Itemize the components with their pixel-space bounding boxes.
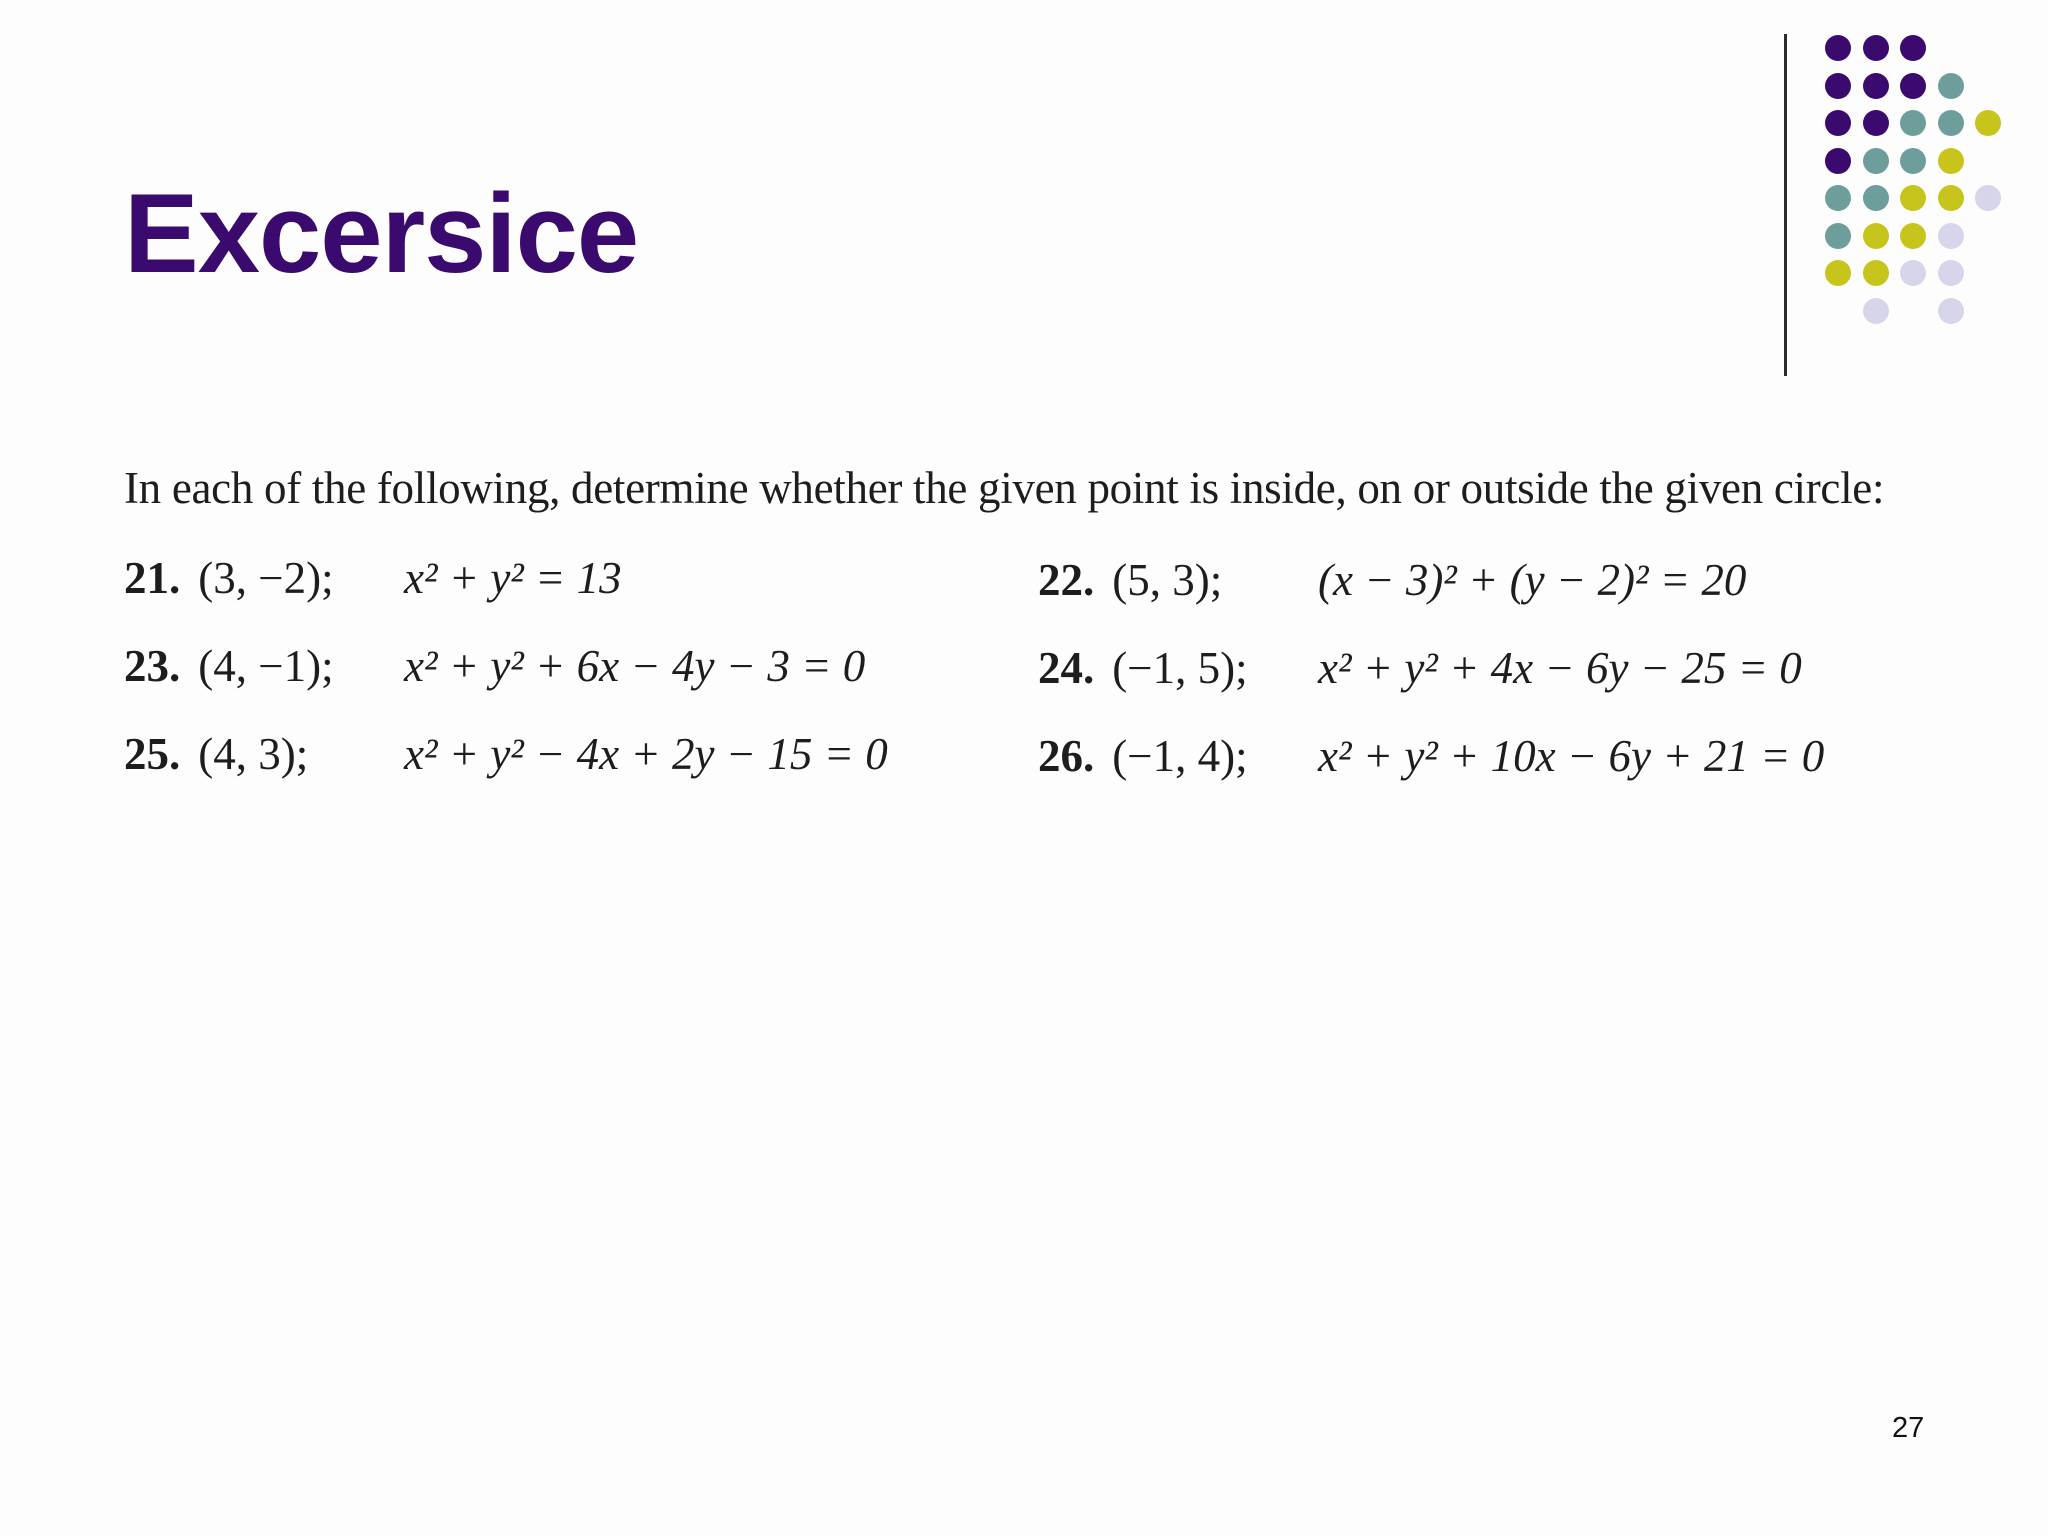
decorative-dot xyxy=(1825,260,1851,286)
decorative-dot xyxy=(1938,185,1964,211)
decorative-dot xyxy=(1938,110,1964,136)
problem-equation: x² + y² + 10x − 6y + 21 = 0 xyxy=(1318,731,1825,781)
decorative-dot xyxy=(1938,148,1964,174)
decorative-dot xyxy=(1900,223,1926,249)
decorative-dot xyxy=(1975,110,2001,136)
problem-number: 22. xyxy=(1038,555,1095,605)
page-number: 27 xyxy=(1892,1412,1925,1444)
instruction-text: In each of the following, determine whether the given point is inside, on or outside the given circle: xyxy=(124,463,1885,513)
problem-number: 23. xyxy=(124,641,181,691)
decorative-dot xyxy=(1825,73,1851,99)
decorative-dot-grid xyxy=(0,0,2048,340)
problem-21 xyxy=(124,552,622,604)
decorative-dot xyxy=(1900,73,1926,99)
decorative-dot xyxy=(1863,298,1889,324)
decorative-dot xyxy=(1863,35,1889,61)
problem-point: (4, 3); xyxy=(198,729,309,779)
decorative-dot xyxy=(1900,110,1926,136)
decorative-dot xyxy=(1975,185,2001,211)
problem-22 xyxy=(1038,554,1747,606)
problem-number: 21. xyxy=(124,553,181,603)
problem-26 xyxy=(1038,730,1825,782)
problem-number: 25. xyxy=(124,729,181,779)
problem-equation: x² + y² − 4x + 2y − 15 = 0 xyxy=(404,729,888,779)
problem-point: (5, 3); xyxy=(1112,555,1223,605)
decorative-dot xyxy=(1863,223,1889,249)
decorative-dot xyxy=(1900,185,1926,211)
decorative-dot xyxy=(1863,260,1889,286)
decorative-dot xyxy=(1825,110,1851,136)
decorative-dot xyxy=(1938,73,1964,99)
decorative-dot xyxy=(1863,110,1889,136)
problem-equation: x² + y² + 6x − 4y − 3 = 0 xyxy=(404,641,866,691)
problem-equation: x² + y² = 13 xyxy=(404,553,622,603)
title-divider-line xyxy=(1784,34,1787,376)
problem-25 xyxy=(124,728,888,780)
problem-number: 26. xyxy=(1038,731,1095,781)
decorative-dot xyxy=(1863,185,1889,211)
problem-point: (−1, 4); xyxy=(1112,731,1248,781)
problem-point: (3, −2); xyxy=(198,553,334,603)
problem-equation: x² + y² + 4x − 6y − 25 = 0 xyxy=(1318,643,1802,693)
problem-23 xyxy=(124,640,866,692)
decorative-dot xyxy=(1825,223,1851,249)
slide-title: Excersice xyxy=(124,171,639,296)
exercise-image xyxy=(118,440,1968,800)
decorative-dot xyxy=(1938,223,1964,249)
decorative-dot xyxy=(1863,148,1889,174)
decorative-dot xyxy=(1938,298,1964,324)
decorative-dot xyxy=(1900,260,1926,286)
decorative-dot xyxy=(1825,185,1851,211)
decorative-dot xyxy=(1938,260,1964,286)
decorative-dot xyxy=(1825,35,1851,61)
problem-equation: (x − 3)² + (y − 2)² = 20 xyxy=(1318,555,1747,605)
problem-point: (4, −1); xyxy=(198,641,334,691)
decorative-dot xyxy=(1900,148,1926,174)
problem-number: 24. xyxy=(1038,643,1095,693)
decorative-dot xyxy=(1863,73,1889,99)
problem-24 xyxy=(1038,642,1802,694)
problem-point: (−1, 5); xyxy=(1112,643,1248,693)
decorative-dot xyxy=(1825,148,1851,174)
decorative-dot xyxy=(1900,35,1926,61)
